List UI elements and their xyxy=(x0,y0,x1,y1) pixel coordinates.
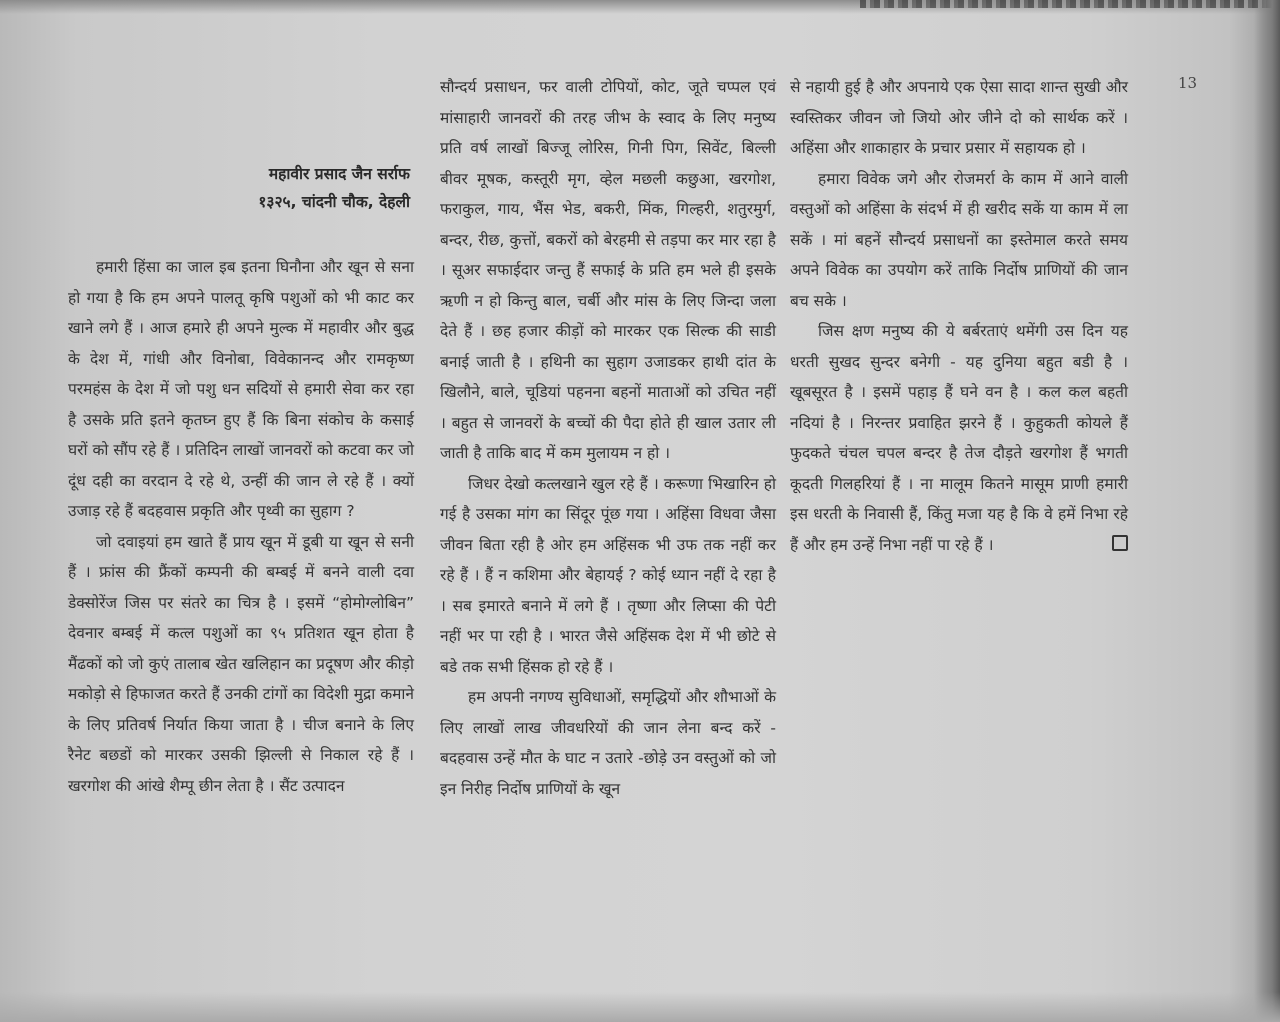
page-number: 13 xyxy=(1178,74,1198,92)
right-paragraph-2: हमारा विवेक जगे और रोजमर्रा के काम में आने वाली वस्तुओं को अहिंसा के संदर्भ में ही खरीद सकें या काम में ला सकें । मां बहनें सौन्दर्य प्रसाधनों का इस्तेमाल करते समय अपने विवेक का उपयोग करें ताकि निर्दोष प्राणियों की जान बच सके । xyxy=(790,169,1128,310)
left-paragraph-2: जो दवाइयां हम खाते हैं प्राय खून में डूबी या खून से सनी हैं । फ्रांस की फ्रैंकों कम्पनी की बम्बई में बनने वाली दवा डेक्सोरेंज जिस पर संतरे का चित्र है । इसमें “होमोग्लोबिन” देवनार बम्बई में कत्ल पशुओं का ९५ प्रतिशत खून होता है मैंढकों को जो कुएं तालाब खेत खलिहान का प्रदूषण और कीड़ो मकोड़ो से हिफाजत करते हैं उनकी टांगों का विदेशी मुद्रा कमाने के लिए प्रतिवर्ष निर्यात किया जाता है । चीज बनाने के लिए रैनेट बछडों को मारकर उसकी झिल्ली से निकाल रहे हैं । खरगोश की आंखे शैम्पू छीन लेता है । सैंट उत्पादन xyxy=(68,532,414,795)
right-column xyxy=(790,72,1128,560)
top-edge-strip xyxy=(860,0,1280,8)
middle-paragraph-3: हम अपनी नगण्य सुविधाओं, समृद्धियों और शौभाओं के लिए लाखों लाख जीवधरियों की जान लेना बन्द करें - बदहवास उन्हें मौत के घाट न उतारे -छोड़े उन वस्तुओं को जो इन निरीह निर्दोष प्राणियों के खून xyxy=(440,688,776,798)
middle-paragraph-2: जिधर देखो कत्लखाने खुल रहे हैं । करूणा भिखारिन हो गई है उसका मांग का सिंदूर पूंछ गया । अहिंसा विधवा जैसा जीवन बिता रही है ओर हम अहिंसक भी उफ तक नहीं कर रहे हैं । हैं न कशिमा और बेहायई ? कोई ध्यान नहीं दे रहा है । सब इमारते बनाने में लगे हैं । तृष्णा और लिप्सा की पेटी नहीं भर पा रही है । भारत जैसे अहिंसक देश में भी छोटे से बडे तक सभी हिंसक हो रहे हैं । xyxy=(440,474,776,676)
middle-paragraph-1: सौन्दर्य प्रसाधन, फर वाली टोपियों, कोट, जूते चप्पल एवं मांसाहारी जानवरों की तरह जीभ के स्वाद के लिए मनुष्य प्रति वर्ष लाखों बिज्जू लोरिस, गिनी पिग, सिवेंट, बिल्ली बीवर मूषक, कस्तूरी मृग, व्हेल मछली कछुआ, खरगोश, फराकुल, गाय, भैंस भेड, बकरी, मिंक, गिल्हरी, शतुरमुर्ग, बन्दर, रीछ, कुत्तों, बकरों को बेरहमी से तड़पा कर मार रहा है । सूअर सफाईदार जन्तु हैं सफाई के प्रति हम भले ही इसके ऋणी न हो किन्तु बाल, चर्बी और मांस के लिए जिन्दा जला देते हैं । छह हजार कीड़ों को मारकर एक सिल्क की साडी बनाई जाती है । हथिनी का सुहाग उजाडकर हाथी दांत के खिलौने, बाले, चूडियां पहनना बहनों माताओं को उचित नहीं । बहुत से जानवरों के बच्चों की पैदा होते ही खाल उतार ली जाती है ताकि बाद में कम मुलायम न हो । xyxy=(440,78,776,462)
page-right-edge xyxy=(1254,0,1280,1022)
right-paragraph-3-text: जिस क्षण मनुष्य की ये बर्बरताएं थमेंगी उस दिन यह धरती सुखद सुन्दर बनेगी - यह दुनिया बहुत बडी है । खूबसूरत है । इसमें पहाड़ हैं घने वन है । कल कल बहती नदियां है । निरन्तर प्रवाहित झरने हैं । कुहुकती कोयले हैं फुदकते चंचल चपल बन्दर है तेज दौड़ते खरगोश हैं भगती कूदती गिलहरियां हैं । ना मालूम कितने मासूम प्राणी हमारी इस धरती के निवासी हैं, किंतु मजा यह है कि वे हमें निभा रहे हैं और हम उन्हें निभा नहीं पा रहे हैं । xyxy=(790,322,1128,554)
right-paragraph-1: से नहायी हुई है और अपनाये एक ऐसा सादा शान्त सुखी और स्वस्तिकर जीवन जो जियो ओर जीने दो को सार्थक करें । अहिंसा और शाकाहार के प्रचार प्रसार में सहायक हो । xyxy=(790,78,1128,157)
middle-column xyxy=(440,72,776,804)
right-paragraph-3 xyxy=(790,316,1128,560)
end-of-article-mark-icon xyxy=(1112,535,1128,551)
author-address: १३२५, चांदनी चौक, देहली xyxy=(258,193,410,211)
author-name: महावीर प्रसाद जैन सर्राफ xyxy=(268,165,410,183)
page-bottom-edge xyxy=(0,992,1280,1022)
author-byline xyxy=(130,160,410,216)
left-paragraph-1: हमारी हिंसा का जाल इब इतना घिनौना और खून से सना हो गया है कि हम अपने पालतू कृषि पशुओं को भी काट कर खाने लगे हैं । आज हमारे ही अपने मुल्क में महावीर और बुद्ध के देश में, गांधी और विनोबा, विवेकानन्द और रामकृष्ण परमहंस के देश में जो पशु धन सदियों से हमारी सेवा कर रहा है उसके प्रति इतने कृतघ्न हुए हैं कि बिना संकोच के कसाई घरों को सौंप रहे हैं । प्रतिदिन लाखों जानवरों को कटवा कर जो दूंध दही का वरदान दे रहे थे, उन्हीं की जान ले रहे हैं । क्यों उजाड़ रहे हैं बदहवास प्रकृति और पृथ्वी का सुहाग ? xyxy=(68,258,414,520)
left-column xyxy=(68,252,414,801)
